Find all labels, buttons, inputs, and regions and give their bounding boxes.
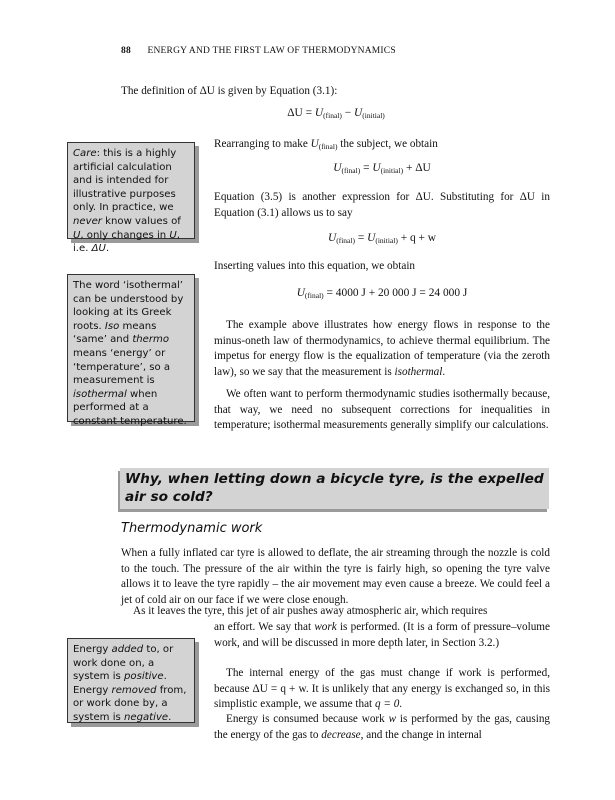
care-end: .: [105, 243, 110, 255]
para4-b: an effort. We say that: [214, 621, 315, 633]
para1-isothermal: isothermal: [394, 365, 443, 378]
page-number: 88: [121, 46, 131, 56]
energy-added: added: [111, 644, 144, 655]
rearranging-sub: (final): [318, 142, 338, 151]
paragraph-isothermal-studies: We often want to perform thermodynamic studies isothermally because, that way, we need no subsequent corrections for inequalities in temperature; isothermal measurements generally simplify our calculations.: [214, 388, 550, 432]
eq2-s1: (final): [341, 166, 361, 175]
equation-u-final-qw: $U_{(final)} = U_{(initial)} + q + w$: [327, 232, 436, 245]
iso-isothermal: isothermal: [73, 388, 127, 400]
margin-note-care: [67, 142, 195, 255]
eq3-u1: U: [327, 232, 337, 244]
equation-substitution-text: Equation (3.5) is another expression for ΔU. Substituting for ΔU in Equation (3.1) allows us to say: [214, 191, 550, 219]
eq3-tail: + q + w: [400, 232, 436, 244]
eq1-sub-initial: (initial): [362, 111, 385, 120]
para6-b: is performed by the gas, causing the energy of the gas to: [214, 713, 551, 741]
eq2-tail: + ΔU: [405, 162, 431, 174]
eq4-u1: U: [296, 287, 305, 299]
care-never: never: [73, 215, 102, 227]
margin-note-energy-sign: [67, 638, 195, 723]
iso-text-b: means ‘same’ and: [73, 320, 157, 346]
paragraph-example: [214, 318, 550, 380]
care-text-d: , i.e.: [73, 229, 181, 255]
para6-w: w: [388, 713, 397, 725]
rearranging-text: [214, 137, 550, 155]
eq2-u2: U: [372, 162, 381, 174]
para5-end: .: [399, 698, 403, 711]
energy-removed: removed: [111, 684, 157, 696]
eq3-s1: (final): [336, 236, 355, 245]
eq1-sub-final: (final): [323, 111, 342, 120]
eq2-u1: U: [333, 162, 342, 174]
para4-work: work: [314, 621, 337, 633]
para6-c: , and the change in internal: [360, 728, 482, 741]
iso-iso: Iso: [104, 320, 120, 332]
para4-c: is performed. (It is a form of pressure–volume work, and will be discussed in more depth later, in Section 3.2.): [214, 621, 550, 649]
iso-text-d: when performed at a constant temperature.: [73, 388, 187, 427]
paragraph-car-tyre: When a fully inflated car tyre is allowed to deflate, the air streaming through the nozzle is cold to the touch. The pressure of the air within the tyre is fairly high, so opening the tyre valve allows it to leave the tyre rapidly – the air movement may even cause a breeze. We could feel a jet of cold air on our face if we were close enough.: [121, 547, 550, 606]
eq4-s1: (final): [304, 291, 324, 300]
eq1-u-initial: U: [354, 107, 363, 119]
para5-q: q = 0: [374, 698, 400, 711]
energy-text-a: Energy: [73, 644, 112, 655]
iso-thermo: thermo: [132, 334, 170, 346]
care-text-a: : this is a highly artificial calculation and is intended for illustrative purposes only. In practice, we: [73, 148, 177, 214]
energy-text-c: . Energy: [73, 671, 167, 696]
care-u2: U: [169, 229, 177, 241]
running-header: [121, 46, 396, 56]
energy-negative: negative: [123, 711, 169, 723]
iso-text-a: The word ‘isothermal’ can be understood by looking at its Greek roots.: [73, 280, 184, 332]
equation-u-final: $U_{(final)} = U_{(initial)} + \Delta U$: [333, 162, 431, 175]
para1-end: .: [442, 365, 446, 378]
rearranging-b: the subject, we obtain: [337, 138, 438, 150]
equation-numeric: [214, 287, 550, 300]
paragraph-jet-line1: As it leaves the tyre, this jet of air pushes away atmospheric air, which requires: [133, 605, 488, 617]
section-heading-box: [120, 468, 549, 509]
para6-decrease: decrease: [321, 728, 361, 741]
care-text-b: know values of: [101, 215, 181, 227]
eq3-s2: (initial): [375, 236, 398, 245]
energy-end: .: [168, 711, 172, 723]
paragraph-jet-rest: [214, 620, 550, 651]
energy-positive: positive: [123, 671, 164, 683]
care-text-c: , only changes in: [80, 229, 170, 241]
rearranging-u: U: [310, 138, 319, 150]
care-lead: Care: [73, 148, 97, 159]
rearranging-a: Rearranging to make: [214, 138, 311, 150]
section-heading: Why, when letting down a bicycle tyre, is the expelled air so cold?: [125, 471, 544, 505]
paragraph-internal-energy: [214, 666, 550, 713]
care-du: ΔU: [91, 243, 106, 255]
intro-text: The definition of ΔU is given by Equation (3.1):: [121, 85, 338, 97]
energy-text-b: to, or work done on, a system is: [73, 644, 174, 683]
care-u: U: [73, 229, 81, 241]
margin-note-isothermal: [67, 274, 195, 427]
eq2-s2: (initial): [380, 166, 404, 175]
energy-text-d: from, or work done by, a system is: [73, 684, 187, 723]
iso-text-c: means ‘energy’ or ‘temperature’, so a measurement is: [73, 347, 171, 387]
inserting-text: Inserting values into this equation, we obtain: [214, 260, 416, 272]
equation-delta-u: $\Delta U = U_{(final)} - U_{(initial)}$: [287, 107, 385, 120]
subheading-thermodynamic-work: Thermodynamic work: [121, 521, 263, 536]
paragraph-energy-consumed: [214, 712, 550, 743]
eq4-rest: = 4000 J + 20 000 J = 24 000 J: [326, 287, 468, 299]
eq1-u-final: U: [314, 107, 324, 119]
para1-text: The example above illustrates how energy flows in response to the minus-oneth law of thermodynamics, to achieve thermal equilibrium. The impetus for energy flow is the equalization of temperature (via the zeroth law), so we say that the measurement is: [214, 319, 550, 378]
para6-a: Energy is consumed because work: [226, 713, 389, 725]
running-title: ENERGY AND THE FIRST LAW OF THERMODYNAMICS: [147, 46, 396, 56]
para5-a: The internal energy of the gas must change if work is performed, because ΔU = q + w. It is unlikely that any energy is exchanged so, in this simplistic example, we assume that: [214, 667, 550, 711]
eq3-u2: U: [367, 232, 376, 244]
eq1-lhs: ΔU: [287, 107, 303, 119]
eq1-minus: −: [344, 107, 352, 119]
